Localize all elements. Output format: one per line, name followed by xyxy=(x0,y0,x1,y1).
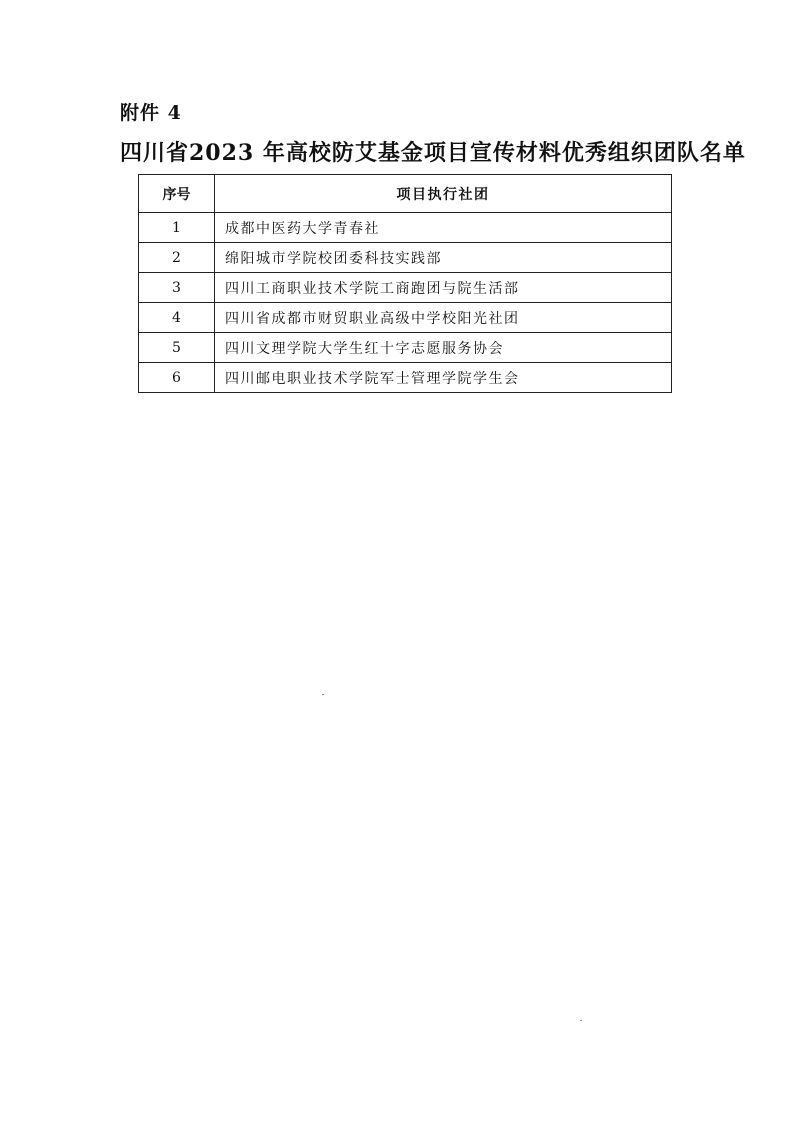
table-row xyxy=(139,213,672,243)
row-team-name: 绵阳城市学院校团委科技实践部 xyxy=(215,243,672,273)
row-number: 1 xyxy=(139,213,215,243)
row-team-name: 四川文理学院大学生红十字志愿服务协会 xyxy=(215,333,672,363)
table-row xyxy=(139,243,672,273)
table-row xyxy=(139,363,672,393)
team-list-table xyxy=(138,174,672,393)
row-number: 3 xyxy=(139,273,215,303)
row-number: 6 xyxy=(139,363,215,393)
row-team-name: 四川工商职业技术学院工商跑团与院生活部 xyxy=(215,273,672,303)
table-row xyxy=(139,273,672,303)
row-team-name: 四川省成都市财贸职业高级中学校阳光社团 xyxy=(215,303,672,333)
table-header-row xyxy=(139,175,672,213)
attachment-label: 附件 4 xyxy=(120,102,182,124)
row-team-name: 成都中医药大学青春社 xyxy=(215,213,672,243)
table-row xyxy=(139,303,672,333)
row-number: 4 xyxy=(139,303,215,333)
table-row xyxy=(139,333,672,363)
scan-speck xyxy=(580,1020,582,1021)
header-team-name: 项目执行社团 xyxy=(215,175,672,213)
scan-speck xyxy=(322,694,324,695)
header-serial-number: 序号 xyxy=(139,175,215,213)
row-number: 2 xyxy=(139,243,215,273)
document-title: 四川省2023 年高校防艾基金项目宣传材料优秀组织团队名单 xyxy=(120,140,746,166)
row-number: 5 xyxy=(139,333,215,363)
row-team-name: 四川邮电职业技术学院军士管理学院学生会 xyxy=(215,363,672,393)
